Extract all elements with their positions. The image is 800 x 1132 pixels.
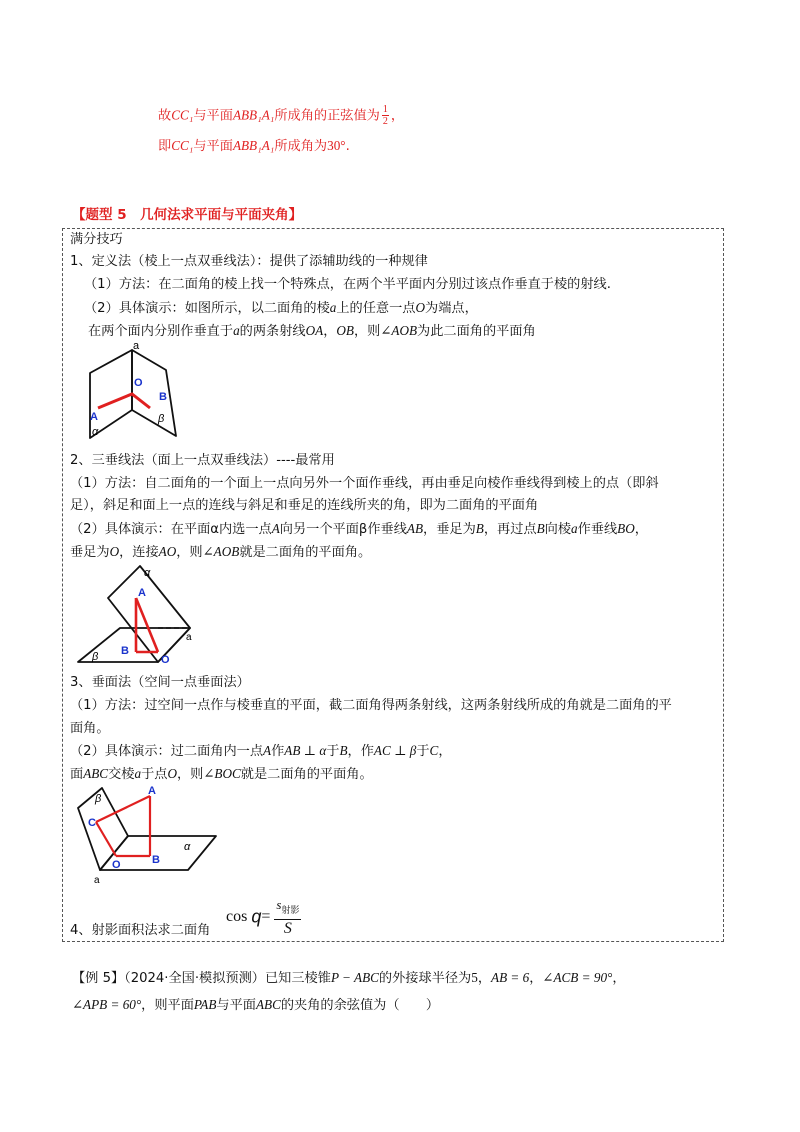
- label-a: a: [186, 632, 192, 643]
- segment-CO: [96, 822, 116, 856]
- figure-perpendicular-plane-method: [74, 784, 224, 886]
- label-beta: β: [95, 793, 102, 805]
- method-2-p2: 足），斜足和面上一点的连线与斜足和垂足的连线所夹的角，即为二面角的平面角: [70, 498, 539, 513]
- label-beta: β: [92, 651, 99, 663]
- method-1-title: 1、定义法（棱上一点双垂线法）：提供了添辅助线的一种规律: [70, 254, 428, 269]
- segment-AO: [136, 598, 158, 652]
- method-2-p3: （2）具体演示：在平面α内选一点A向另一个平面β作垂线AB，垂足为B，再过点B向棱a作垂线BO，: [70, 521, 648, 537]
- label-a: a: [94, 875, 100, 886]
- label-A: A: [90, 411, 98, 423]
- method-2-p1: （1）方法：自二面角的一个面上一点向另外一个面作垂线，再由垂足向棱作垂线得到棱上的点（即斜: [70, 476, 659, 491]
- label-A: A: [138, 587, 146, 599]
- label-O: O: [161, 654, 170, 666]
- method-3-p1: （1）方法：过空间一点作与棱垂直的平面，截二面角得两条射线，这两条射线所成的角就是二面角的平: [70, 698, 672, 713]
- example-5-line-2: ∠APB = 60°，则平面PAB与平面ABC的夹角的余弦值为（ ）: [72, 997, 440, 1013]
- label-alpha: α: [184, 841, 191, 853]
- method-3-p4: 面ABC交棱a于点O，则∠BOC就是二面角的平面角。: [70, 766, 373, 782]
- label-B: B: [152, 854, 160, 866]
- conclusion-line-1: 故CC₁与平面ABB₁A₁所成角的正弦值为 $\frac{1}{2}$ ，: [158, 104, 405, 127]
- figure-three-perpendicular-method: [74, 562, 204, 670]
- label-beta: β: [158, 413, 165, 425]
- section-title: 【题型 5 几何法求平面与平面夹角】: [72, 207, 303, 223]
- label-A: A: [148, 785, 156, 797]
- label-a: a: [133, 340, 140, 352]
- tips-heading: 满分技巧: [70, 232, 123, 247]
- method-4-title: 4、射影面积法求二面角: [70, 923, 211, 938]
- method-3-title: 3、垂面法（空间一点垂面法）: [70, 675, 250, 690]
- conclusion-line-2: 即CC₁与平面ABB₁A₁所成角为30°.: [158, 138, 350, 154]
- method-3-p3: （2）具体演示：过二面角内一点A作AB ⊥ α于B，作AC ⊥ β于C，: [70, 743, 452, 759]
- label-alpha: α: [144, 567, 151, 579]
- segment-cc1: CC₁: [171, 107, 194, 123]
- half-plane-alpha: [90, 350, 132, 438]
- fraction-one-half: $\frac{1}{2}$: [382, 104, 388, 127]
- figure-definition-method: [80, 340, 190, 444]
- label-alpha: α: [92, 426, 99, 438]
- plane-beta: [78, 788, 128, 870]
- projection-area-formula: cos q= $s_{射影}$ S: [226, 897, 300, 938]
- method-2-title: 2、三垂线法（面上一点双垂线法）----最常用: [70, 453, 335, 468]
- label-O: O: [134, 377, 143, 389]
- label-B: B: [159, 391, 167, 403]
- half-plane-beta: [132, 350, 176, 436]
- method-2-p4: 垂足为O，连接AO，则∠AOB就是二面角的平面角。: [70, 544, 372, 560]
- label-O: O: [112, 859, 121, 871]
- segment-AC: [96, 796, 150, 822]
- method-1-p3: 在两个面内分别作垂直于a的两条射线OA，OB，则∠AOB为此二面角的平面角: [88, 323, 536, 339]
- example-5-line-1: 【例 5】（2024·全国·模拟预测）已知三棱锥P − ABC的外接球半径为5，AB = 6，∠ACB = 90°，: [72, 970, 626, 986]
- method-1-p1: （1）方法：在二面角的棱上找一个特殊点，在两个半平面内分别过该点作垂直于棱的射线.: [84, 277, 611, 292]
- label-C: C: [88, 817, 96, 829]
- label-B: B: [121, 645, 129, 657]
- plane-angle-rays: [98, 394, 150, 408]
- method-3-p2: 面角。: [70, 721, 110, 736]
- method-1-p2: （2）具体演示：如图所示，以二面角的棱a上的任意一点O为端点，: [84, 300, 478, 316]
- plane-abb1a1: ABB₁A₁: [232, 107, 275, 123]
